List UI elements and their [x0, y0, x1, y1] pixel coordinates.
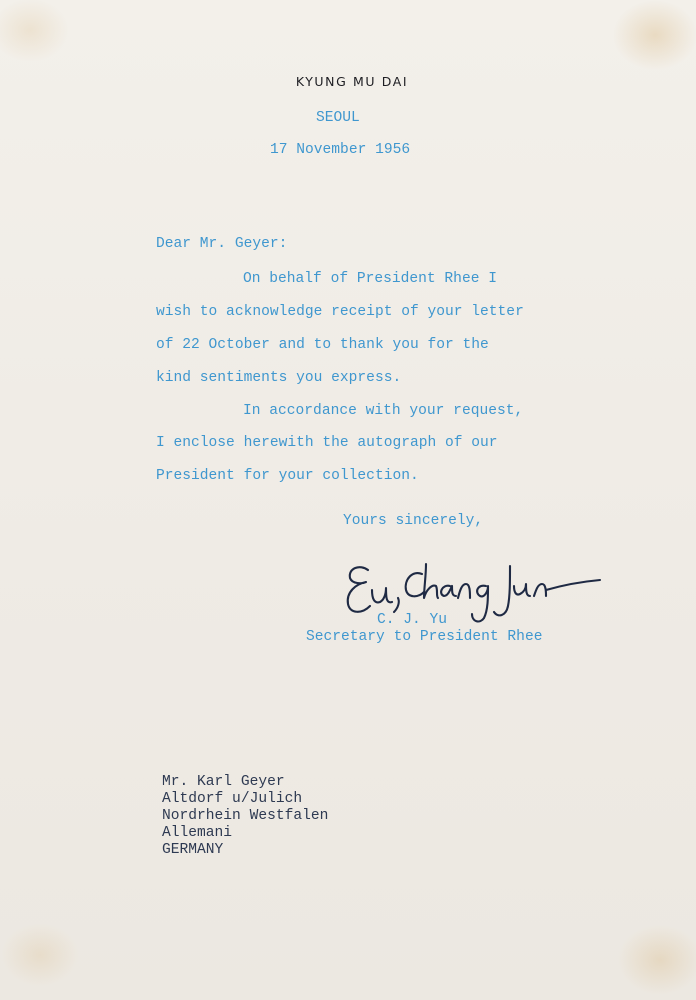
- address-line-2: Altdorf u/Julich: [162, 791, 303, 807]
- address-line-3: Nordrhein Westfalen: [162, 808, 329, 824]
- letterhead-name: KYUNG MU DAI: [295, 74, 409, 89]
- letter-date: 17 November 1956: [270, 142, 411, 158]
- salutation: Dear Mr. Geyer:: [156, 236, 288, 252]
- signer-name: C. J. Yu: [377, 612, 448, 628]
- body-line-1: On behalf of President Rhee I: [243, 271, 497, 287]
- body-line-7: President for your collection.: [156, 468, 419, 484]
- address-line-4: Allemani: [162, 825, 233, 841]
- body-line-3: of 22 October and to thank you for the: [156, 337, 489, 353]
- body-line-6: I enclose herewith the autograph of our: [156, 435, 498, 451]
- address-line-1: Mr. Karl Geyer: [162, 774, 285, 790]
- body-line-2: wish to acknowledge receipt of your letter: [156, 304, 524, 320]
- body-line-4: kind sentiments you express.: [156, 370, 402, 386]
- body-line-5: In accordance with your request,: [243, 403, 524, 419]
- letterhead-city: SEOUL: [316, 110, 360, 126]
- signer-title: Secretary to President Rhee: [306, 629, 543, 645]
- closing: Yours sincerely,: [343, 513, 484, 529]
- address-line-5: GERMANY: [162, 842, 224, 858]
